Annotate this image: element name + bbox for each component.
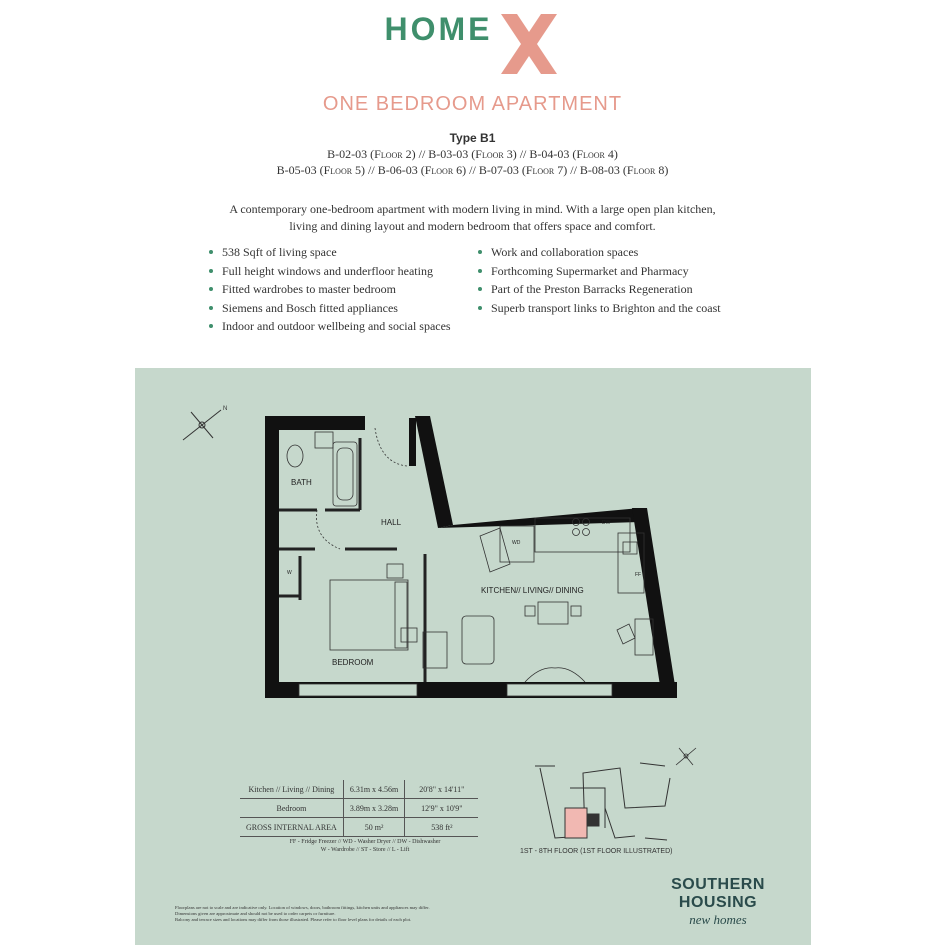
feature-item: Indoor and outdoor wellbeing and social spaces <box>208 317 451 336</box>
brand-line-3: new homes <box>689 912 747 927</box>
imperial-size: 20'8" x 14'11" <box>405 780 479 799</box>
imperial-size: 538 ft² <box>405 818 479 837</box>
page-title: ONE BEDROOM APARTMENT <box>322 93 623 115</box>
disclaimer <box>175 905 515 923</box>
toilet <box>287 445 303 467</box>
floorplan-drawing <box>135 368 811 945</box>
feature-item: Part of the Preston Barracks Regeneration <box>477 280 721 299</box>
feature-item: Siemens and Bosch fitted appliances <box>208 299 451 318</box>
partitions <box>279 438 425 682</box>
desk <box>635 619 653 655</box>
description <box>200 201 745 235</box>
table-row <box>240 780 478 799</box>
keyplan-north-icon <box>676 748 696 765</box>
room-name: GROSS INTERNAL AREA <box>240 818 343 837</box>
room-name: Kitchen // Living // Dining <box>240 780 343 799</box>
apartment-type: Type B1 <box>449 131 496 145</box>
table-row <box>240 799 478 818</box>
room-label-kitchen: KITCHEN// LIVING// DINING <box>481 586 584 595</box>
fixture-label-w: W <box>287 570 292 576</box>
logo-text: HOME <box>384 10 493 47</box>
feature-item: Forthcoming Supermarket and Pharmacy <box>477 262 721 281</box>
walls <box>265 416 677 698</box>
floorplan-panel <box>135 368 811 945</box>
disclaimer-line-3: Balcony and terrace sizes and locations may differ from those illustrated. Please refer to floor level plans for details of each plot. <box>175 917 412 922</box>
room-name: Bedroom <box>240 799 343 818</box>
features-right <box>477 243 721 317</box>
metric-size: 50 m² <box>343 818 404 837</box>
features-left <box>208 243 451 336</box>
disclaimer-line-2: Dimensions given are approximate and should not be used to order carpets or furniture. <box>175 911 336 916</box>
feature-item: Full height windows and underfloor heating <box>208 262 451 281</box>
svg-text:N: N <box>223 406 228 412</box>
dimensions-table <box>240 780 478 837</box>
room-label-bedroom: BEDROOM <box>332 658 374 667</box>
unit-list-line-1: B-02-03 (Floor 2) // B-03-03 (Floor 3) // B-04-03 (Floor 4) <box>327 147 618 161</box>
fixture-label-ff: FF <box>635 572 642 578</box>
room-label-bath: BATH <box>291 478 312 487</box>
description-line-1: A contemporary one-bedroom apartment with modern living in mind. With a large open plan kitchen, <box>229 202 716 216</box>
unit-list-line-2: B-05-03 (Floor 5) // B-06-03 (Floor 6) // B-07-03 (Floor 7) // B-08-03 (Floor 8) <box>276 163 669 177</box>
table-row <box>240 818 478 837</box>
armchair <box>423 632 447 668</box>
door-swings <box>316 428 407 549</box>
fixture-label-wd: WD <box>512 540 521 546</box>
southern-housing-logo <box>663 876 773 928</box>
feature-item: Work and collaboration spaces <box>477 243 721 262</box>
sink <box>315 432 333 448</box>
metric-size: 3.89m x 3.28m <box>343 799 404 818</box>
window <box>507 684 612 696</box>
room-label-hall: HALL <box>381 518 402 527</box>
feature-item: 538 Sqft of living space <box>208 243 451 262</box>
window <box>299 684 417 696</box>
sofa <box>462 616 494 664</box>
fixture-label-dw: DW <box>602 520 611 526</box>
metric-size: 6.31m x 4.56m <box>343 780 404 799</box>
keyplan-label: 1ST - 8TH FLOOR (1ST FLOOR ILLUSTRATED) <box>520 848 673 855</box>
disclaimer-line-1: Floorplans are not to scale and are indicative only. Location of windows, doors, bathroom fittings, kitchen units and appliances may differ. <box>175 905 430 910</box>
abbreviation-legend <box>240 838 490 854</box>
homex-logo <box>0 12 945 76</box>
dining-table <box>538 602 568 624</box>
highlighted-unit <box>565 808 587 838</box>
feature-item: Fitted wardrobes to master bedroom <box>208 280 451 299</box>
legend-line-1: FF - Fridge Freezer // WD - Washer Dryer // DW - Dishwasher <box>289 839 441 845</box>
bed <box>330 580 408 650</box>
unit-list <box>0 146 945 178</box>
north-arrow-icon <box>183 406 227 440</box>
logo-x-mark <box>497 12 561 76</box>
feature-item: Superb transport links to Brighton and the coast <box>477 299 721 318</box>
brand-line-1: SOUTHERN <box>671 876 765 893</box>
imperial-size: 12'9" x 10'9" <box>405 799 479 818</box>
brand-line-2: HOUSING <box>678 894 758 911</box>
description-line-2: living and dining layout and modern bedroom that offers space and comfort. <box>289 219 656 233</box>
legend-line-2: W - Wardrobe // ST - Store // L - Lift <box>320 847 410 853</box>
bedside-table <box>387 564 403 578</box>
key-plan <box>535 763 670 840</box>
